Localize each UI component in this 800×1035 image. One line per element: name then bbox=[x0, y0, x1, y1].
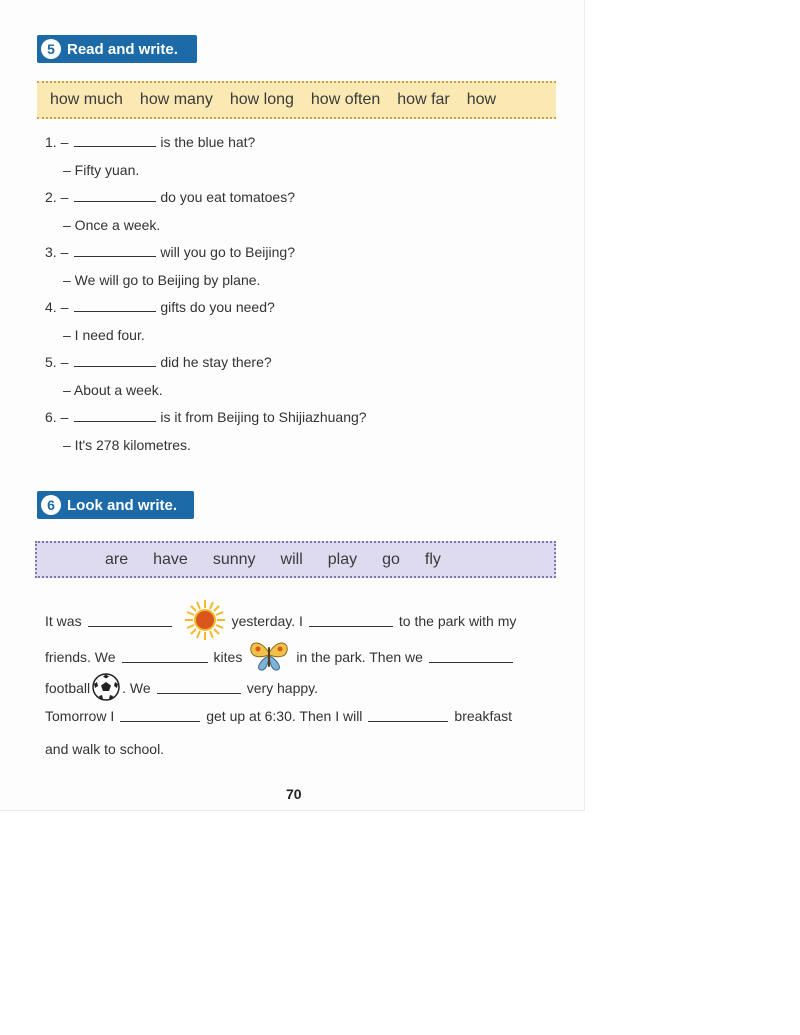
answer-2: – Once a week. bbox=[63, 217, 161, 233]
question-number: 1. – bbox=[45, 134, 69, 150]
question-number: 5. – bbox=[45, 354, 69, 370]
question-4 bbox=[45, 299, 275, 315]
answer-blank[interactable] bbox=[368, 710, 448, 722]
question-number: 4. – bbox=[45, 299, 69, 315]
question-number: 6. – bbox=[45, 409, 69, 425]
question-5 bbox=[45, 354, 272, 370]
page-number: 70 bbox=[286, 786, 302, 802]
passage-text: It was bbox=[45, 613, 82, 629]
answer-4: – I need four. bbox=[63, 327, 145, 343]
question-text: will you go to Beijing? bbox=[160, 244, 295, 260]
passage-text: yesterday. I bbox=[231, 613, 303, 629]
answer-blank[interactable] bbox=[74, 355, 156, 367]
passage-text: . We bbox=[122, 680, 151, 696]
passage-text: friends. We bbox=[45, 649, 116, 665]
section-5-word-bank bbox=[37, 81, 556, 119]
answer-1: – Fifty yuan. bbox=[63, 162, 140, 178]
question-text: is the blue hat? bbox=[160, 134, 256, 150]
section-6-header bbox=[37, 491, 194, 519]
word-bank-item: go bbox=[382, 550, 400, 568]
section-6-title: Look and write. bbox=[67, 496, 178, 514]
passage-text: get up at 6:30. Then I will bbox=[206, 708, 363, 724]
question-1 bbox=[45, 134, 255, 150]
word-bank-item: have bbox=[153, 550, 188, 568]
question-text: do you eat tomatoes? bbox=[160, 189, 296, 205]
passage-text: football bbox=[45, 680, 91, 696]
answer-blank[interactable] bbox=[309, 615, 393, 627]
passage-text: Tomorrow I bbox=[45, 708, 115, 724]
passage-text: to the park with my bbox=[398, 613, 517, 629]
word-bank-item: how many bbox=[139, 91, 213, 108]
section-5-title: Read and write. bbox=[67, 40, 178, 58]
section-6-number: 6 bbox=[41, 495, 61, 515]
answer-blank[interactable] bbox=[122, 651, 208, 663]
answer-6: – It's 278 kilometres. bbox=[63, 437, 191, 453]
word-bank-item: sunny bbox=[212, 550, 256, 568]
word-bank-item: how long bbox=[229, 91, 294, 108]
answer-blank[interactable] bbox=[74, 300, 156, 312]
answer-5: – About a week. bbox=[63, 382, 163, 398]
sun-icon bbox=[183, 598, 227, 645]
answer-blank[interactable] bbox=[74, 245, 156, 257]
answer-3: – We will go to Beijing by plane. bbox=[63, 272, 261, 288]
section-6-word-bank bbox=[35, 541, 556, 578]
passage-line-4 bbox=[45, 703, 512, 729]
word-bank-item: are bbox=[105, 550, 129, 568]
word-bank-item: how much bbox=[50, 91, 123, 108]
answer-blank[interactable] bbox=[74, 190, 156, 202]
answer-blank[interactable] bbox=[429, 651, 513, 663]
passage-line-5 bbox=[45, 737, 164, 761]
question-number: 3. – bbox=[45, 244, 69, 260]
question-text: did he stay there? bbox=[160, 354, 272, 370]
passage-text: breakfast bbox=[454, 708, 513, 724]
word-bank-item: how bbox=[466, 91, 497, 108]
word-bank-item: how often bbox=[310, 91, 381, 108]
question-number: 2. – bbox=[45, 189, 69, 205]
passage-text: kites bbox=[213, 649, 243, 665]
word-bank-item: will bbox=[280, 550, 303, 568]
passage-text: very happy. bbox=[246, 680, 319, 696]
question-text: is it from Beijing to Shijiazhuang? bbox=[160, 409, 367, 425]
word-bank-item: fly bbox=[424, 550, 441, 568]
word-bank-item: how far bbox=[397, 91, 450, 108]
football-icon bbox=[91, 672, 121, 705]
answer-blank[interactable] bbox=[88, 615, 172, 627]
question-6 bbox=[45, 409, 367, 425]
question-text: gifts do you need? bbox=[160, 299, 275, 315]
passage-text: in the park. Then we bbox=[296, 649, 423, 665]
answer-blank[interactable] bbox=[74, 410, 156, 422]
answer-blank[interactable] bbox=[120, 710, 200, 722]
passage-line-1 bbox=[45, 598, 516, 644]
answer-blank[interactable] bbox=[157, 682, 241, 694]
section-5-header bbox=[37, 35, 197, 63]
question-2 bbox=[45, 189, 295, 205]
section-5-number: 5 bbox=[41, 39, 61, 59]
passage-text: and walk to school. bbox=[45, 741, 165, 757]
question-3 bbox=[45, 244, 295, 260]
passage-line-3 bbox=[45, 670, 318, 706]
answer-blank[interactable] bbox=[74, 135, 156, 147]
word-bank-item: play bbox=[327, 550, 358, 568]
